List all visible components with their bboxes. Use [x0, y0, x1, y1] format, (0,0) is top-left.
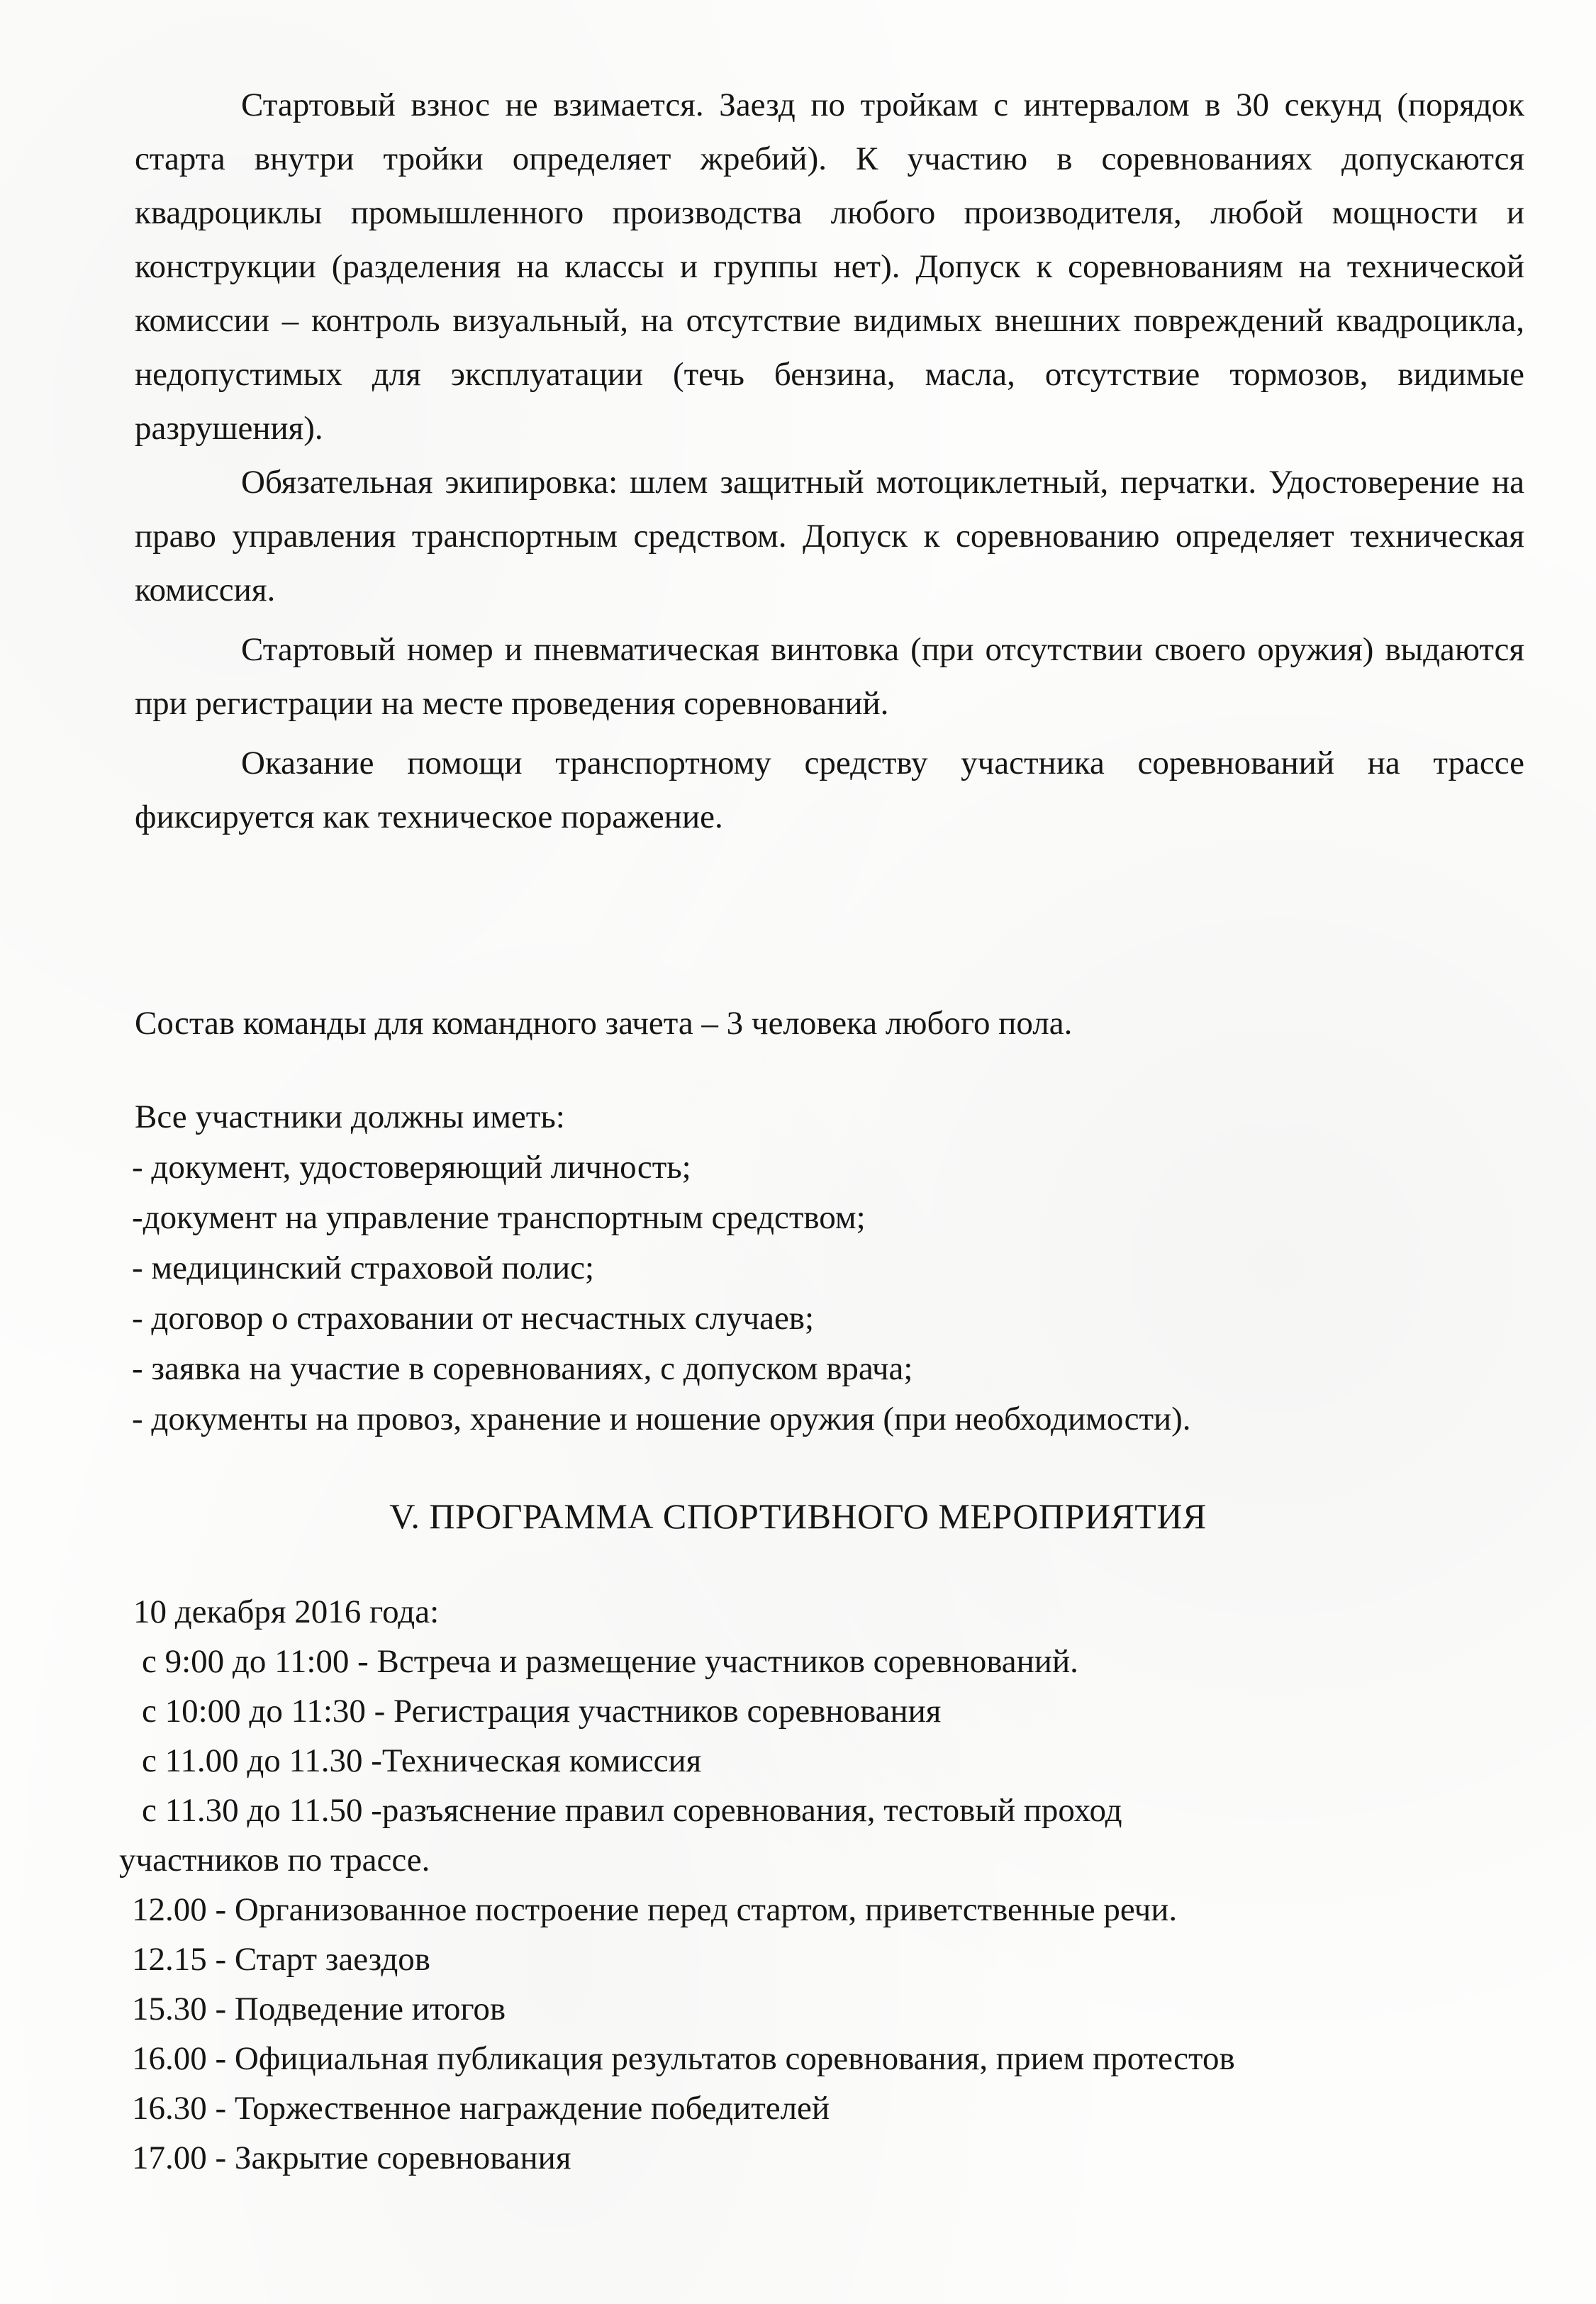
program-item-continuation: участников по трассе. [119, 1842, 430, 1879]
requirement-item: - договор о страховании от несчастных случаев; [132, 1300, 815, 1337]
schedule-item: 12.15 - Старт заездов [132, 1941, 430, 1978]
schedule-item: 15.30 - Подведение итогов [132, 1991, 506, 2027]
schedule-item: 16.00 - Официальная публикация результатов соревнования, прием протестов [132, 2040, 1235, 2077]
paragraph-start-fee: Стартовый взнос не взимается. Заезд по тройкам с интервалом в 30 секунд (порядок старта внутри тройки определяет жребий). К участию в соревнованиях допускаются квадроциклы промышленного производства любого производителя, любой мощности и конструкции (разделения на классы и группы нет). Допуск к соревнованиям на технической комиссии – контроль визуальный, на отсутствие видимых внешних повреждений квадроцикла, недопустимых для эксплуатации (течь бензина, масла, отсутствие тормозов, видимые разрушения). [135, 87, 1524, 447]
schedule-item: 17.00 - Закрытие соревнования [132, 2139, 571, 2176]
requirement-item: - заявка на участие в соревнованиях, с допуском врача; [132, 1350, 913, 1387]
participation-section [135, 78, 1524, 844]
requirement-item: -документ на управление транспортным средством; [132, 1199, 866, 1236]
program-item: с 11.30 до 11.50 -разъяснение правил соревнования, тестовый проход [142, 1792, 1122, 1829]
requirement-item: - документы на провоз, хранение и ношение оружия (при необходимости). [132, 1401, 1191, 1437]
program-item: с 10:00 до 11:30 - Регистрация участников соревнования [142, 1693, 942, 1730]
requirements-title: Все участники должны иметь: [135, 1098, 565, 1135]
program-date: 10 декабря 2016 года: [133, 1593, 440, 1630]
team-composition-section [135, 996, 1524, 1050]
schedule-item: 16.30 - Торжественное награждение победителей [132, 2090, 830, 2127]
paragraph-start-number: Стартовый номер и пневматическая винтовка (при отсутствии своего оружия) выдаются при регистрации на месте проведения соревнований. [135, 631, 1524, 722]
program-items [133, 1637, 1551, 1835]
program-item: с 11.00 до 11.30 -Техническая комиссия [142, 1742, 702, 1779]
schedule-item: 12.00 - Организованное построение перед стартом, приветственные речи. [132, 1891, 1178, 1928]
requirements-section [132, 1092, 1524, 1445]
team-composition-text: Состав команды для командного зачета – 3 человека любого пола. [135, 1005, 1073, 1042]
program-section [119, 1587, 1551, 2183]
program-item: с 9:00 до 11:00 - Встреча и размещение участников соревнований. [142, 1643, 1078, 1680]
section-heading: V. ПРОГРАММА СПОРТИВНОГО МЕРОПРИЯТИЯ [389, 1496, 1207, 1536]
requirement-item: - медицинский страховой полис; [132, 1250, 595, 1286]
paragraph-assistance: Оказание помощи транспортному средству участника соревнований на трассе фиксируется как техническое поражение. [135, 745, 1524, 835]
paragraph-equipment: Обязательная экипировка: шлем защитный мотоциклетный, перчатки. Удостоверение на право управления транспортным средством. Допуск к соревнованию определяет техническая комиссия. [135, 464, 1524, 608]
requirement-item: - документ, удостоверяющий личность; [132, 1149, 691, 1186]
